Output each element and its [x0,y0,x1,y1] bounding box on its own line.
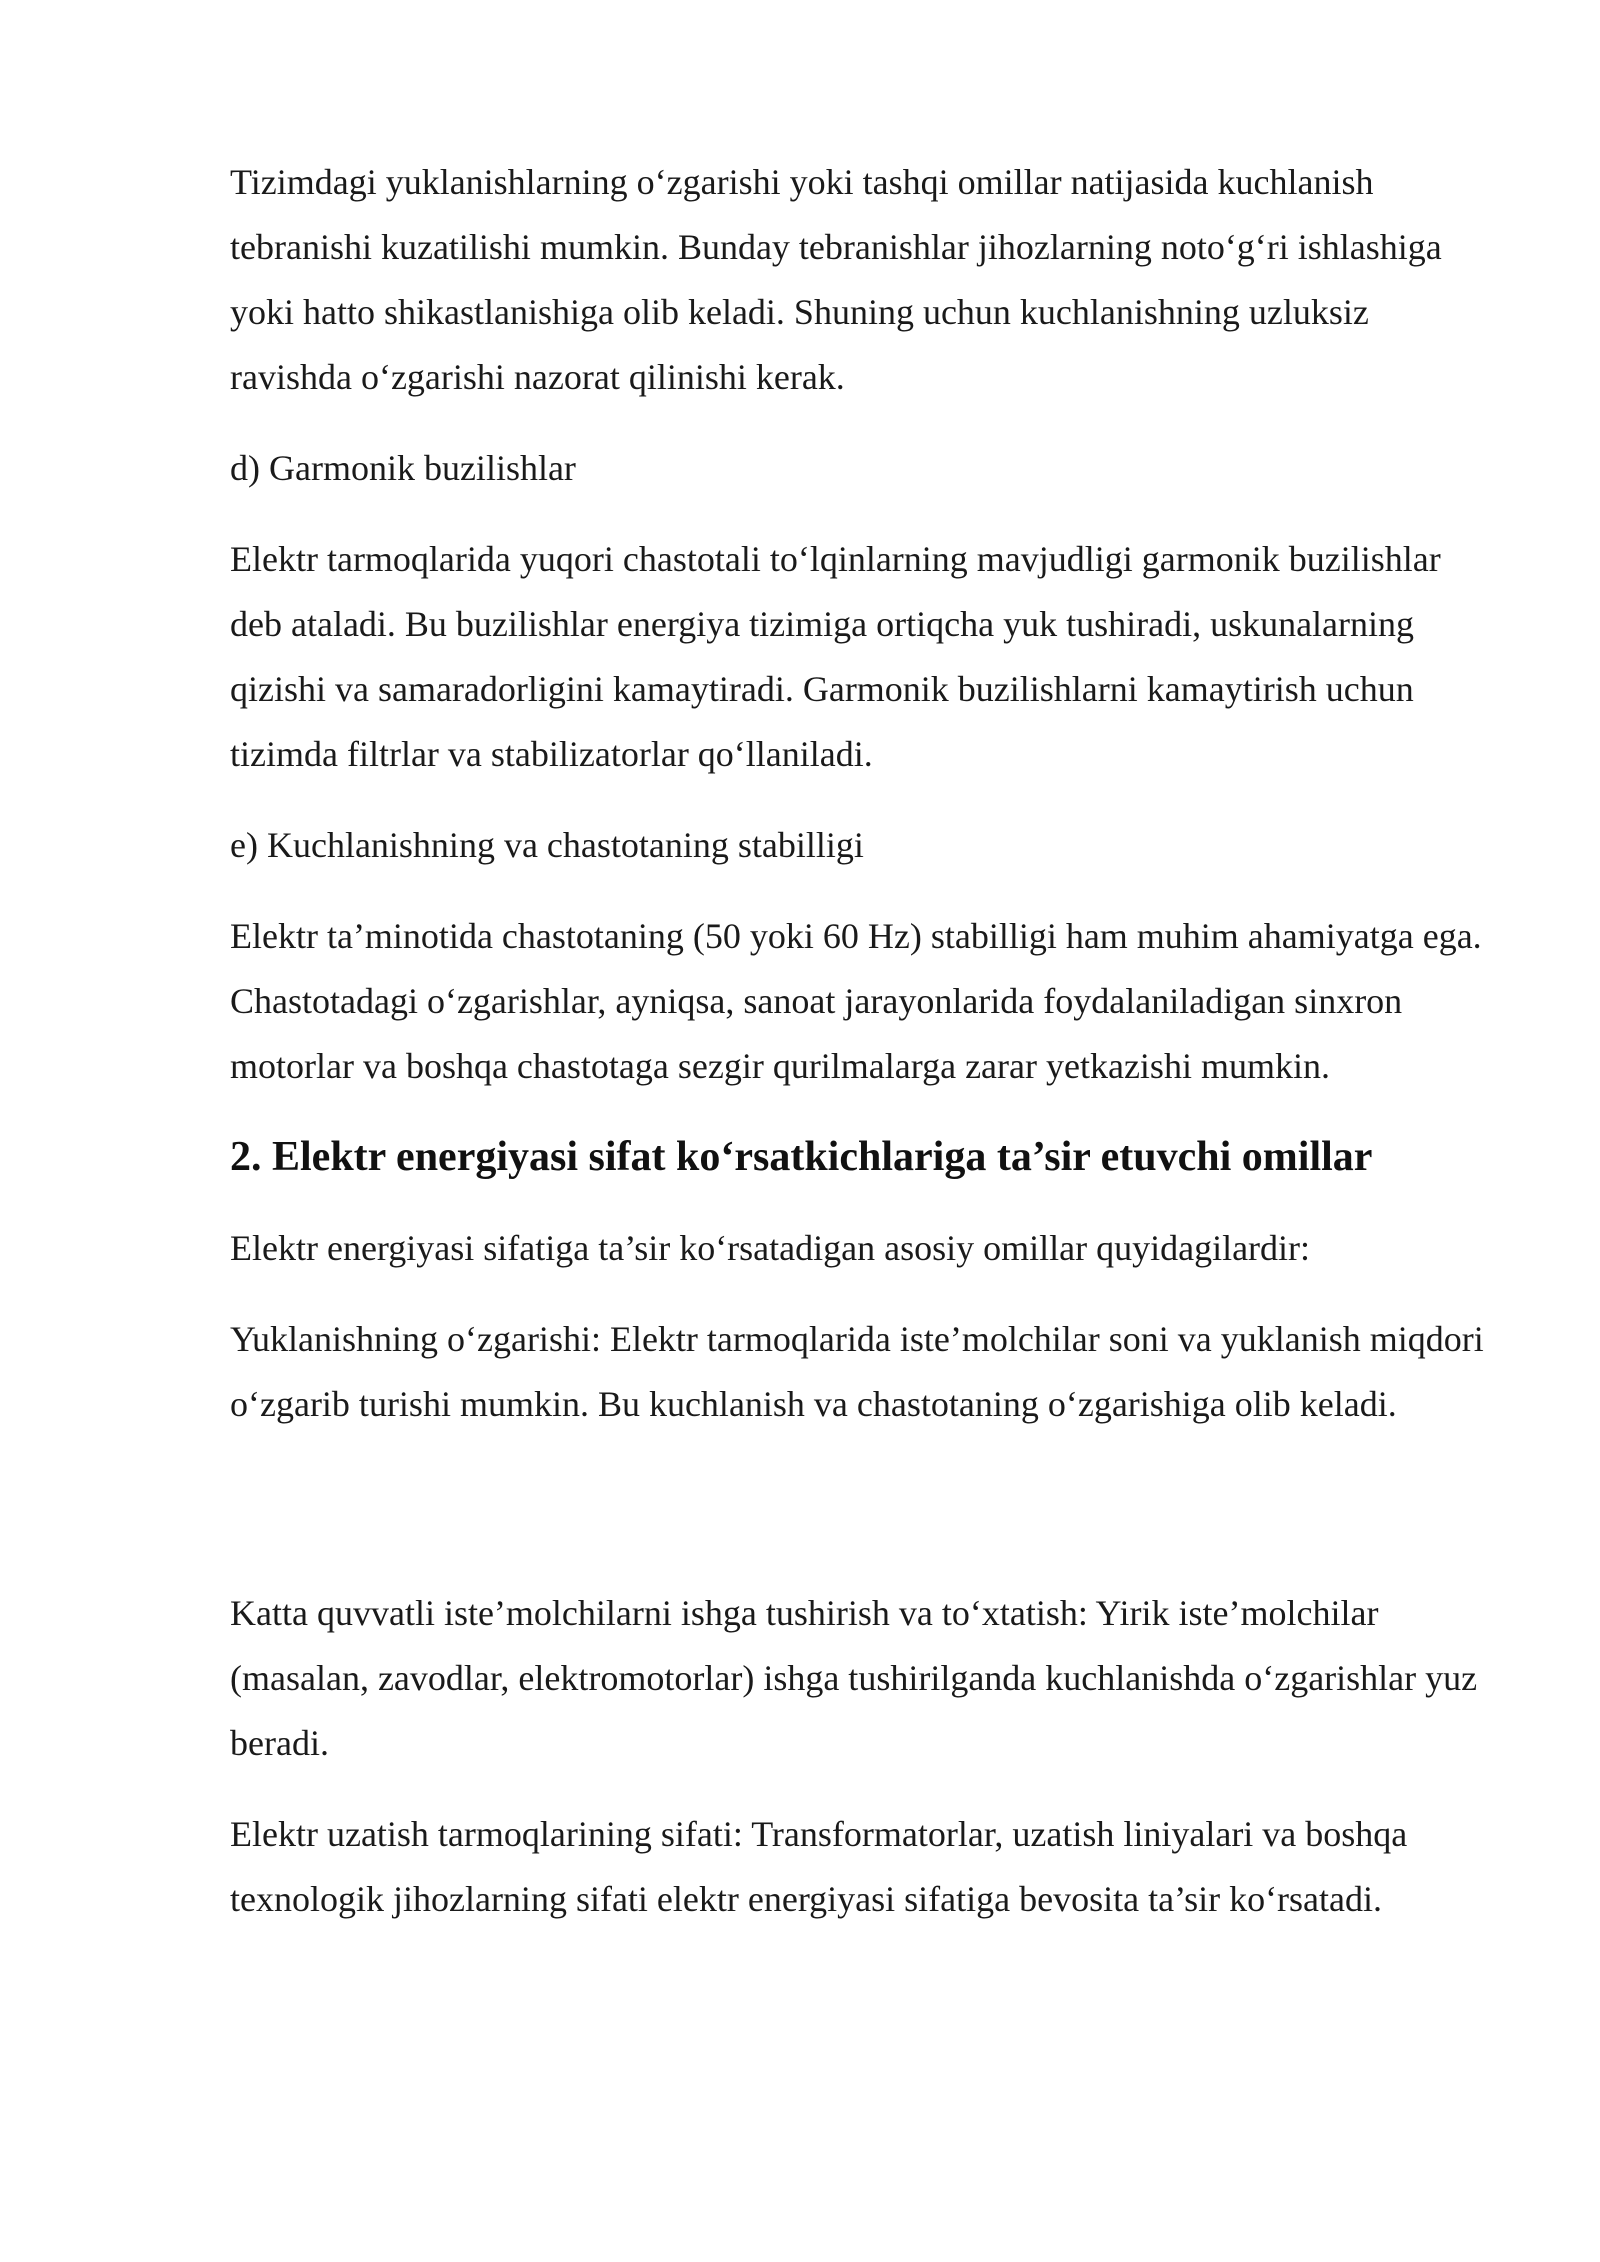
document-body [230,150,1485,1958]
subheading-harmonic-distortion: d) Garmonik buzilishlar [230,448,576,488]
subheading-stability: e) Kuchlanishning va chastotaning stabilligi [230,825,864,865]
paragraph-harmonic-distortion: Elektr tarmoqlarida yuqori chastotali to‘lqinlarning mavjudligi garmonik buzilishlar deb ataladi. Bu buzilishlar energiya tizimiga ortiqcha yuk tushiradi, uskunalarning qizishi va samaradorligini kamaytiradi. Garmonik buzilishlarni kamaytirish uchun tizimda filtrlar va stabilizatorlar qo‘llaniladi. [230,539,1441,774]
paragraph-factors-intro: Elektr energiyasi sifatiga ta’sir ko‘rsatadigan asosiy omillar quyidagilardir: [230,1228,1311,1268]
paragraph-voltage-fluctuation: Tizimdagi yuklanishlarning o‘zgarishi yoki tashqi omillar natijasida kuchlanish tebranishi kuzatilishi mumkin. Bunday tebranishlar jihozlarning noto‘g‘ri ishlashiga yoki hatto shikastlanishiga olib keladi. Shuning uchun kuchlanishning uzluksiz ravishda o‘zgarishi nazorat qilinishi kerak. [230,162,1442,397]
paragraph-large-consumers: Katta quvvatli iste’molchilarni ishga tushirish va to‘xtatish: Yirik iste’molchilar (masalan, zavodlar, elektromotorlar) ishga tushirilganda kuchlanishda o‘zgarishlar yuz beradi. [230,1593,1478,1763]
paragraph-frequency-stability: Elektr ta’minotida chastotaning (50 yoki 60 Hz) stabilligi ham muhim ahamiyatga ega. Chastotadagi o‘zgarishlar, ayniqsa, sanoat jarayonlarida foydalaniladigan sinxron motorlar va boshqa chastotaga sezgir qurilmalarga zarar yetkazishi mumkin. [230,916,1482,1086]
section-heading: 2. Elektr energiyasi sifat ko‘rsatkichlariga ta’sir etuvchi omillar [230,1134,1373,1180]
paragraph-network-quality: Elektr uzatish tarmoqlarining sifati: Transformatorlar, uzatish liniyalari va boshqa texnologik jihozlarning sifati elektr energiyasi sifatiga bevosita ta’sir ko‘rsatadi. [230,1814,1408,1919]
paragraph-load-change: Yuklanishning o‘zgarishi: Elektr tarmoqlarida iste’molchilar soni va yuklanish miqdori o‘zgarib turishi mumkin. Bu kuchlanish va chastotaning o‘zgarishiga olib keladi. [230,1319,1484,1424]
blank-gap [230,1463,1485,1581]
